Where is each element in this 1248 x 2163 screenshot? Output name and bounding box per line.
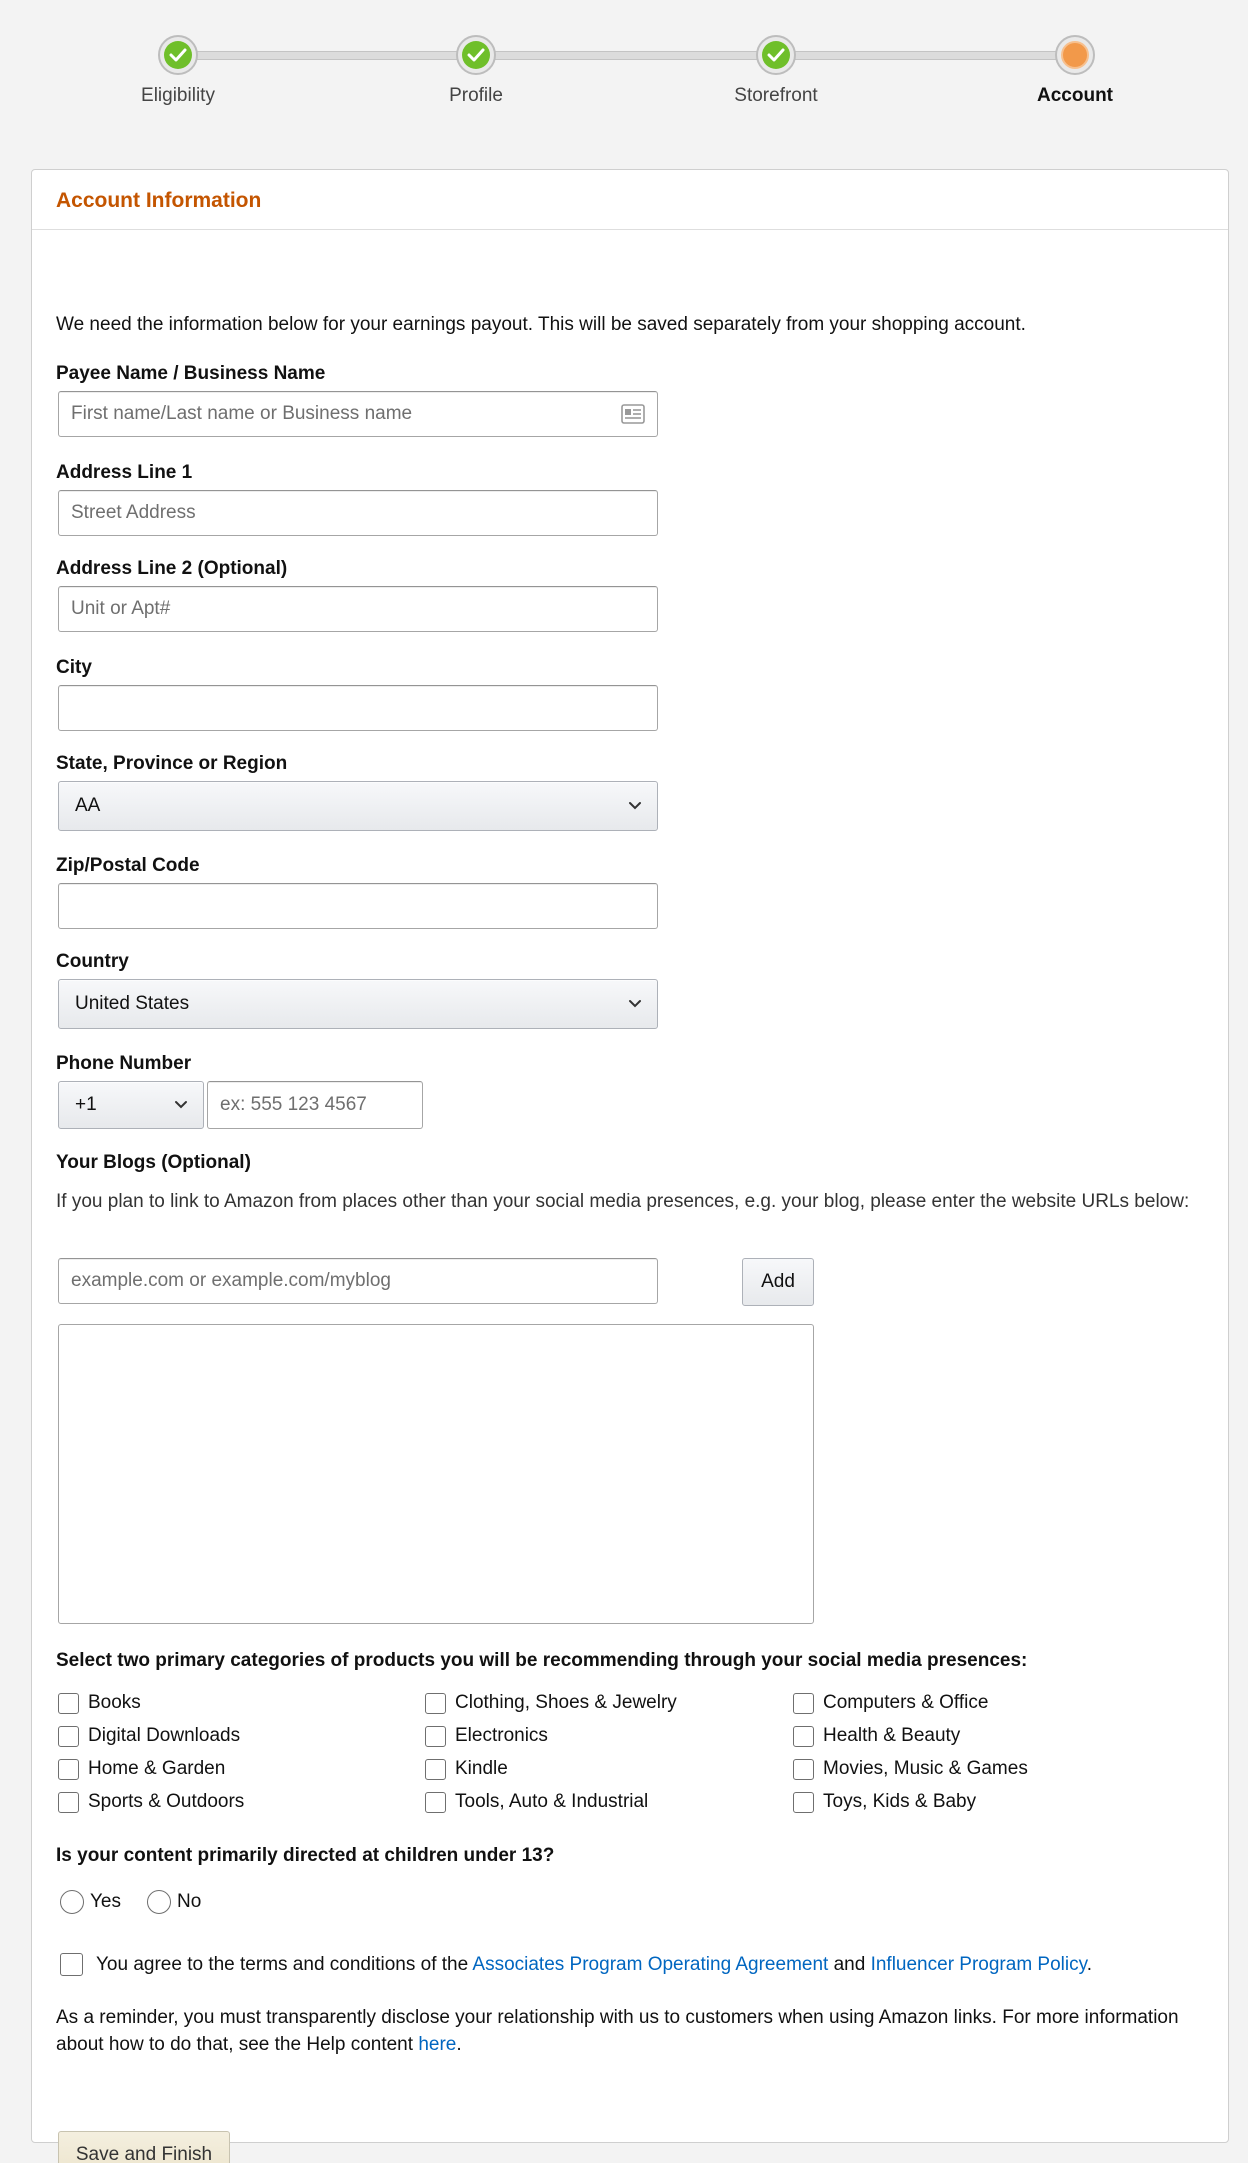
country-label: Country (56, 951, 129, 972)
category-home-garden[interactable] (58, 1758, 225, 1780)
blogs-label: Your Blogs (Optional) (56, 1152, 251, 1173)
terms-agreement (60, 1953, 1092, 1976)
category-label: Toys, Kids & Baby (823, 1791, 977, 1812)
address2-placeholder: Unit or Apt# (71, 598, 171, 619)
step-profile (376, 35, 576, 107)
card-header (32, 170, 1228, 230)
address-line2-input[interactable] (58, 586, 658, 632)
radio-label: Yes (90, 1891, 121, 1912)
category-kindle[interactable] (425, 1758, 508, 1780)
address2-label: Address Line 2 (Optional) (56, 558, 288, 579)
category-movies-music-games[interactable] (793, 1758, 1028, 1780)
checkbox[interactable] (58, 1759, 79, 1780)
phone-country-code-select[interactable] (58, 1081, 204, 1129)
category-label: Tools, Auto & Industrial (455, 1791, 649, 1812)
children-yes-radio[interactable] (60, 1890, 121, 1914)
blog-url-input[interactable] (58, 1258, 658, 1304)
zip-label: Zip/Postal Code (56, 855, 200, 876)
agree-checkbox[interactable] (60, 1953, 83, 1976)
save-and-finish-button[interactable]: Save and Finish (58, 2131, 230, 2163)
state-select[interactable] (58, 781, 658, 831)
chevron-down-icon (627, 996, 643, 1018)
checkbox[interactable] (425, 1726, 446, 1747)
chevron-down-icon (627, 798, 643, 820)
address1-placeholder: Street Address (71, 502, 196, 523)
checkbox[interactable] (58, 1693, 79, 1714)
categories-label: Select two primary categories of products you will be recommending through your social media presences: (56, 1650, 1028, 1671)
account-information-card (31, 169, 1229, 2163)
influencer-policy-link[interactable]: Influencer Program Policy (870, 1953, 1087, 1975)
progress-stepper (0, 0, 1248, 150)
payee-label: Payee Name / Business Name (56, 363, 326, 384)
category-sports-outdoors[interactable] (58, 1791, 244, 1813)
radio-label: No (177, 1891, 202, 1912)
country-select[interactable] (58, 979, 658, 1029)
category-clothing[interactable] (425, 1692, 677, 1714)
category-tools-auto[interactable] (425, 1791, 648, 1813)
blog-placeholder: example.com or example.com/myblog (71, 1270, 391, 1291)
category-label: Books (88, 1692, 141, 1713)
checkbox[interactable] (793, 1792, 814, 1813)
checkbox[interactable] (425, 1792, 446, 1813)
step-current-icon (1055, 35, 1095, 75)
agreement-suffix: . (1086, 1953, 1092, 1975)
checkbox[interactable] (425, 1693, 446, 1714)
step-label: Storefront (734, 85, 818, 106)
phone-number-input[interactable] (207, 1081, 423, 1129)
category-label: Clothing, Shoes & Jewelry (455, 1692, 677, 1713)
help-here-link[interactable]: here (418, 2034, 457, 2055)
country-code-selected: +1 (75, 1094, 97, 1115)
blogs-help-text: If you plan to link to Amazon from places other than your social media presences, e.g. your blog, please enter the website URLs below: (56, 1191, 1190, 1212)
disclosure-reminder (56, 2004, 1186, 2058)
checkbox[interactable] (793, 1693, 814, 1714)
step-label: Eligibility (141, 85, 215, 106)
payee-placeholder: First name/Last name or Business name (71, 403, 413, 424)
category-digital-downloads[interactable] (58, 1725, 240, 1747)
step-eligibility (78, 35, 278, 107)
category-computers[interactable] (793, 1692, 988, 1714)
agreement-middle: and (828, 1953, 871, 1975)
checkbox[interactable] (425, 1759, 446, 1780)
blog-list-box[interactable] (58, 1324, 814, 1624)
category-books[interactable] (58, 1692, 141, 1714)
address1-label: Address Line 1 (56, 462, 193, 483)
category-toys-kids-baby[interactable] (793, 1791, 976, 1813)
checkbox[interactable] (58, 1792, 79, 1813)
city-input[interactable] (58, 685, 658, 731)
category-label: Digital Downloads (88, 1725, 241, 1746)
radio-button[interactable] (60, 1890, 84, 1914)
reminder-suffix: . (456, 2034, 462, 2055)
city-label: City (56, 657, 92, 678)
radio-button[interactable] (147, 1890, 171, 1914)
children-no-radio[interactable] (147, 1890, 201, 1914)
phone-placeholder: ex: 555 123 4567 (220, 1094, 367, 1115)
step-label: Account (1037, 85, 1113, 106)
stepper-track (178, 51, 1076, 60)
checkbox[interactable] (793, 1759, 814, 1780)
category-label: Computers & Office (823, 1692, 989, 1713)
state-selected: AA (75, 795, 101, 816)
intro-text: We need the information below for your earnings payout. This will be saved separately from your shopping account. (56, 314, 1026, 335)
reminder-text: As a reminder, you must transparently disclose your relationship with us to customers when using Amazon links. For more information about how to do that, see the Help content (56, 2007, 1179, 2055)
category-health-beauty[interactable] (793, 1725, 960, 1747)
step-account (975, 35, 1175, 107)
step-complete-icon (756, 35, 796, 75)
operating-agreement-link[interactable]: Associates Program Operating Agreement (472, 1953, 829, 1975)
step-complete-icon (456, 35, 496, 75)
children-question: Is your content primarily directed at children under 13? (56, 1845, 555, 1866)
checkbox[interactable] (58, 1726, 79, 1747)
step-complete-icon (158, 35, 198, 75)
agreement-prefix: You agree to the terms and conditions of the (96, 1953, 473, 1975)
chevron-down-icon (173, 1097, 189, 1119)
step-label: Profile (449, 85, 503, 106)
category-label: Health & Beauty (823, 1725, 961, 1746)
add-blog-button[interactable]: Add (742, 1258, 814, 1306)
category-label: Electronics (455, 1725, 548, 1746)
phone-label: Phone Number (56, 1053, 192, 1074)
card-title: Account Information (56, 189, 262, 212)
country-selected: United States (75, 993, 190, 1014)
zip-input[interactable] (58, 883, 658, 929)
address-line1-input[interactable] (58, 490, 658, 536)
category-label: Kindle (455, 1758, 508, 1779)
category-label: Home & Garden (88, 1758, 226, 1779)
agreement-text (96, 1954, 1092, 1976)
payee-name-input[interactable] (58, 391, 658, 437)
state-label: State, Province or Region (56, 753, 288, 774)
step-storefront (676, 35, 876, 107)
category-electronics[interactable] (425, 1725, 548, 1747)
category-label: Sports & Outdoors (88, 1791, 245, 1812)
contact-card-icon[interactable] (621, 404, 645, 430)
category-label: Movies, Music & Games (823, 1758, 1028, 1779)
checkbox[interactable] (793, 1726, 814, 1747)
